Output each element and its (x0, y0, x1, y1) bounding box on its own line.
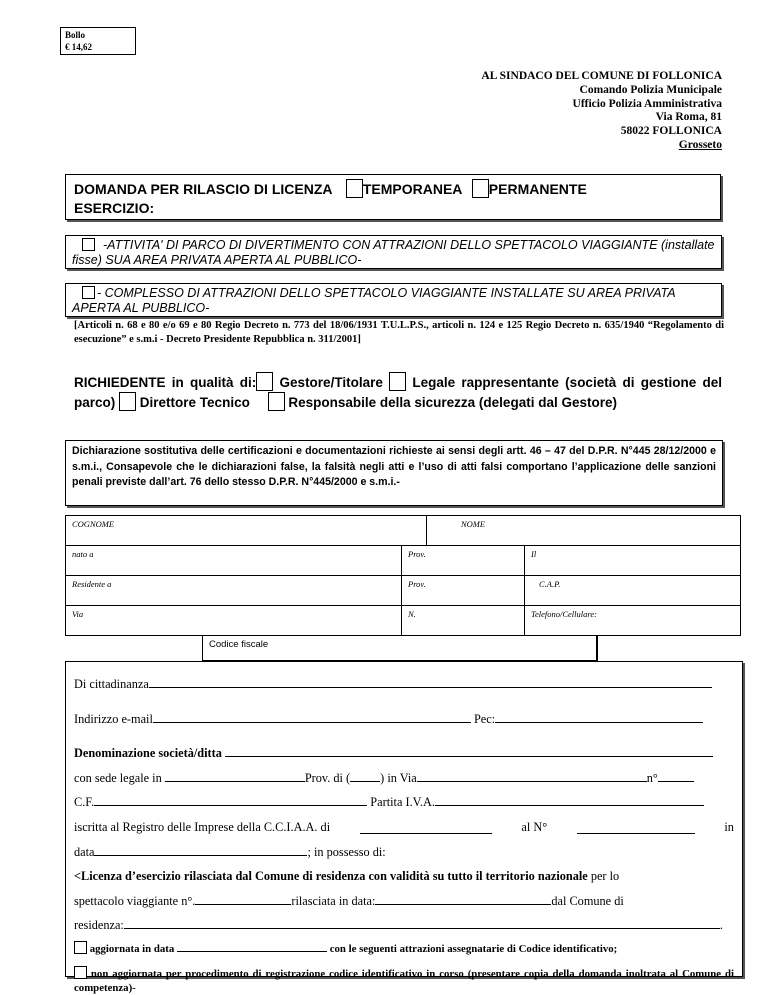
non-aggiornata-row (74, 966, 734, 995)
pec-label: Pec: (473, 711, 496, 726)
richiedente-section (74, 372, 722, 412)
data-nascita-field[interactable] (524, 545, 741, 576)
data-row (74, 840, 734, 865)
licenza-row (74, 864, 734, 889)
option-parco-box (65, 235, 722, 269)
via-field[interactable] (65, 605, 402, 636)
residente-field[interactable] (65, 575, 402, 606)
prov-label: Prov. (408, 579, 426, 589)
iscritta-row (74, 815, 734, 840)
address-line: Via Roma, 81 (655, 111, 722, 124)
temporanea-checkbox[interactable] (346, 179, 363, 198)
email-row (74, 707, 734, 732)
nome-field[interactable] (426, 515, 741, 546)
provdi-input[interactable] (350, 769, 380, 782)
gestore-label: Gestore/Titolare (279, 375, 383, 390)
spettacolo-row (74, 889, 734, 914)
prov-label: Prov. (408, 549, 426, 559)
sede-row (74, 766, 734, 791)
temporanea-label: TEMPORANEA (362, 181, 462, 197)
iscritta-label: iscritta al Registro delle Imprese della C.C.I.A.A. di (74, 819, 331, 834)
possesso-label: ; in possesso di: (307, 844, 386, 859)
residenza-input[interactable] (124, 916, 720, 929)
responsabile-checkbox[interactable] (268, 392, 285, 411)
numero-label: N. (408, 609, 416, 619)
codice-fiscale-label: Codice fiscale (209, 639, 269, 650)
request-title-box (65, 174, 721, 220)
cciaa-input[interactable] (360, 821, 492, 834)
denominazione-input[interactable] (225, 744, 713, 757)
request-title: DOMANDA PER RILASCIO DI LICENZA (74, 181, 332, 197)
residenza-label: residenza: (74, 918, 124, 933)
data-label: data (74, 844, 95, 859)
recipient-address (481, 70, 722, 153)
residente-label: Residente a (72, 579, 112, 589)
cognome-label: COGNOME (72, 519, 115, 529)
permanente-checkbox[interactable] (472, 179, 489, 198)
pec-input[interactable] (495, 710, 703, 723)
address-line: AL SINDACO DEL COMUNE DI FOLLONICA (481, 70, 722, 82)
spettacolo-num-input[interactable] (195, 892, 291, 905)
richiedente-lead: RICHIEDENTE in qualità di: (74, 375, 257, 390)
prov-nascita-field[interactable] (401, 545, 525, 576)
option-parco-text: -ATTIVITA' DI PARCO DI DIVERTIMENTO CON ATTRAZIONI DELLO SPETTACOLO VIAGGIANTE (installate fisse) SUA AREA PRIVATA APERTA AL PUBBLICO- (72, 238, 715, 267)
cittadinanza-label: Di cittadinanza (74, 677, 149, 691)
telefono-field[interactable] (524, 605, 741, 636)
legale-checkbox[interactable] (389, 372, 406, 391)
licenza-bold-text: <Licenza d’esercizio rilasciata dal Comune di residenza con validità su tutto il territorio nazionale (74, 869, 588, 884)
gestore-checkbox[interactable] (256, 372, 273, 391)
cap-field[interactable] (524, 575, 741, 606)
address-line: Ufficio Polizia Amministrativa (572, 97, 722, 110)
option-complesso-text: - COMPLESSO DI ATTRAZIONI DELLO SPETTACOLO VIAGGIANTE INSTALLATE SU AREA PRIVATA APERTA AL PUBBLICO- (72, 286, 676, 315)
dalcomune-label: dal Comune di (551, 893, 624, 908)
num-label: n° (646, 770, 658, 785)
bollo-label: Bollo (65, 30, 86, 40)
legale-label: Legale rappresentante (società di gestione del parco) (74, 375, 722, 410)
telefono-label: Telefono/Cellulare: (531, 609, 597, 619)
registro-num-input[interactable] (577, 821, 695, 834)
parco-checkbox[interactable] (82, 238, 95, 251)
aln-label: al N° (521, 819, 548, 834)
cittadinanza-input[interactable] (149, 675, 712, 688)
residenza-row: residenza: . (74, 918, 723, 933)
non-aggiornata-label: non aggiornata per procedimento di registrazione codice identificativo in corso (presentare copia della domanda inoltrata al Comune di competenza)- (74, 967, 734, 994)
address-line: Grosseto (678, 138, 722, 151)
legal-references: [Articoli n. 68 e 80 e/o 69 e 80 Regio Decreto n. 773 del 18/06/1931 T.U.L.P.S., articoli n. 124 e 125 Regio Decreto n. 635/1940 “Regolamento di esecuzione” e s.m.i - Decreto Presidente Repubblica n. 311/2001] (74, 320, 724, 345)
prov-residenza-field[interactable] (401, 575, 525, 606)
cf-input[interactable] (94, 793, 367, 806)
rilasciata-label: rilasciata in data: (291, 893, 376, 908)
sede-input[interactable] (165, 769, 305, 782)
aggiornata-rest-label: con le seguenti attrazioni assegnatarie di Codice identificativo; (329, 942, 618, 955)
sede-label: con sede legale in (74, 770, 162, 785)
rilasciata-input[interactable] (375, 892, 551, 905)
non-aggiornata-checkbox[interactable] (74, 966, 87, 979)
provdi-label: Prov. di ( (304, 770, 351, 785)
cap-label: C.A.P. (539, 579, 561, 589)
nato-field[interactable] (65, 545, 402, 576)
declaration-box: Dichiarazione sostitutiva delle certificazioni e documentazioni richieste ai sensi degli artt. 46 – 47 del D.P.R. N°445 28/12/2000 e s.m.i., Consapevole che le dichiarazioni false, la falsità negli atti e l’uso di atti falsi comportano l’applicazione delle sanzioni penali previste dall’art. 76 dello stesso D.P.R. N°445/2000 e s.m.i.- (65, 440, 723, 506)
bollo-box (60, 27, 136, 55)
via-label: Via (72, 609, 84, 619)
cf-label: C.F. (74, 795, 95, 810)
spettacolo-label: spettacolo viaggiante n°. (74, 893, 196, 908)
piva-label: Partita I.V.A. (370, 795, 435, 810)
email-input[interactable] (153, 710, 471, 723)
complesso-checkbox[interactable] (82, 286, 95, 299)
permanente-label: PERMANENTE (488, 181, 587, 197)
esercizio-label: ESERCIZIO: (74, 200, 155, 216)
aggiornata-row (74, 941, 734, 956)
address-line: Comando Polizia Municipale (579, 83, 722, 96)
codice-fiscale-field[interactable] (202, 635, 598, 661)
denominazione-row (74, 741, 734, 766)
direttore-label: Direttore Tecnico (139, 395, 250, 410)
aggiornata-checkbox[interactable] (74, 941, 87, 954)
data-input[interactable] (94, 843, 307, 856)
email-label: Indirizzo e-mail (74, 711, 153, 726)
bollo-amount: € 14,62 (65, 42, 92, 52)
aggiornata-input[interactable] (177, 942, 327, 952)
denominazione-label: Denominazione società/ditta (74, 746, 222, 761)
address-line: 58022 FOLLONICA (620, 125, 722, 138)
aggiornata-label: aggiornata in data (89, 942, 175, 955)
option-complesso-box (65, 283, 722, 317)
responsabile-label: Responsabile della sicurezza (delegati dal Gestore) (288, 395, 617, 410)
nato-label: nato a (72, 549, 94, 559)
cittadinanza-row (74, 672, 734, 697)
numero-field[interactable] (401, 605, 525, 636)
company-form (65, 661, 743, 994)
nome-label: NOME (461, 519, 486, 529)
cognome-field[interactable] (65, 515, 427, 546)
via-sede-input[interactable] (417, 769, 647, 782)
invia-label: ) in Via (380, 770, 417, 785)
in-label: in (724, 819, 734, 834)
licenza-rest-text: per lo (587, 869, 620, 884)
il-label: Il (531, 549, 537, 559)
piva-input[interactable] (435, 793, 704, 806)
direttore-checkbox[interactable] (119, 392, 136, 411)
num-input[interactable] (658, 769, 694, 782)
cf-row (74, 790, 734, 815)
